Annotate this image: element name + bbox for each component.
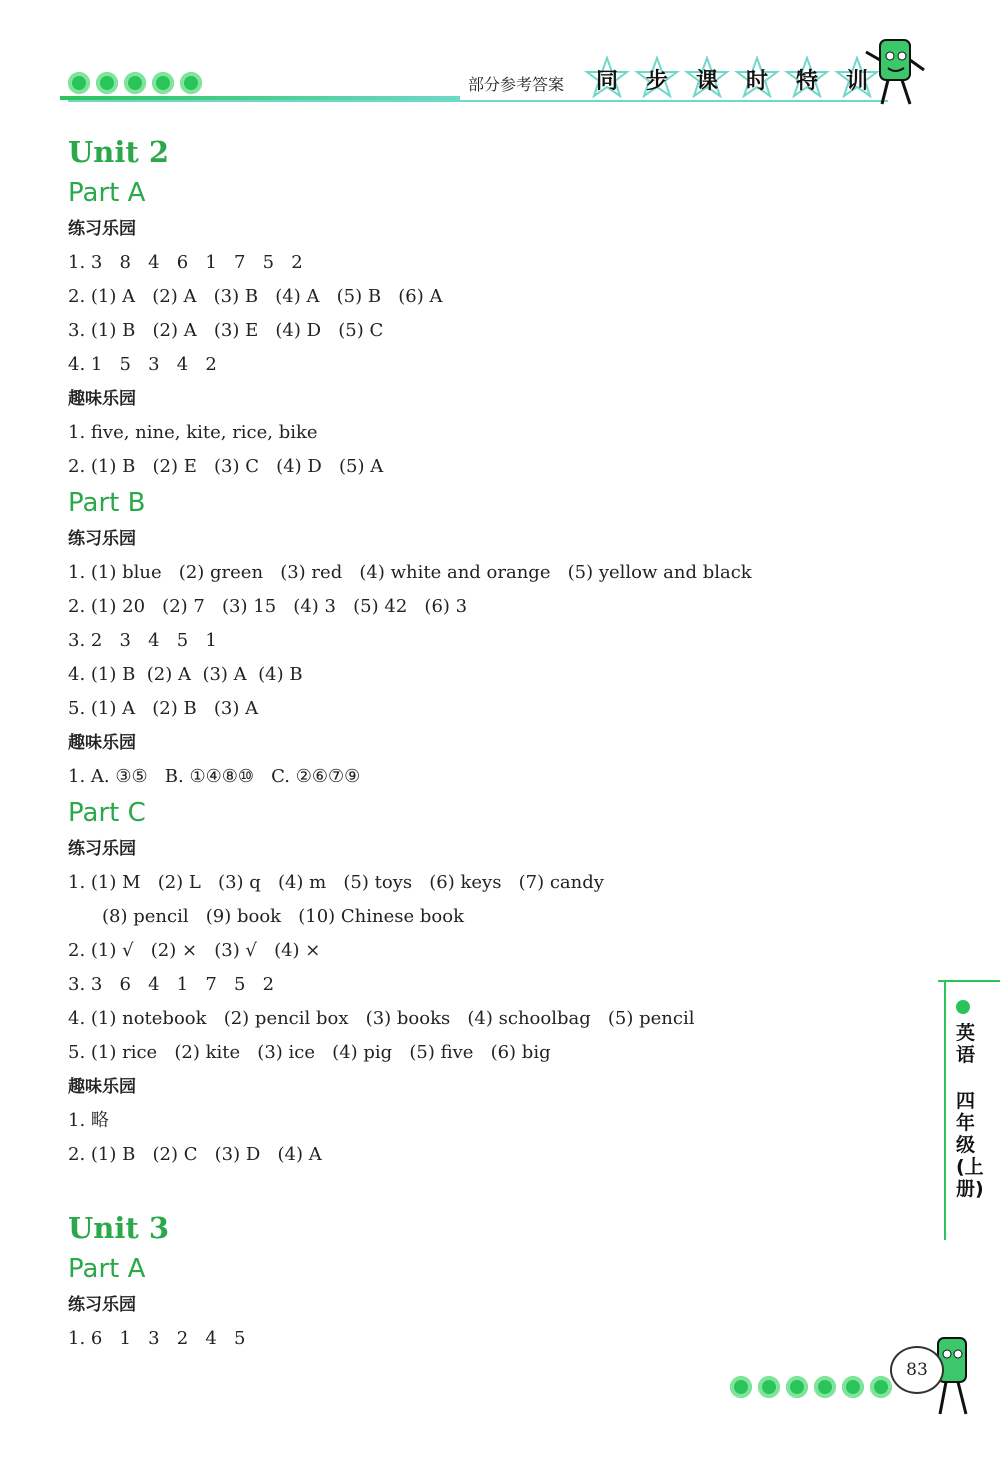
answer-line: 3. (1) B (2) A (3) E (4) D (5) C [68, 320, 384, 341]
answer-line: 1. 略 [68, 1110, 109, 1131]
side-bar [944, 980, 946, 1240]
answer-line: 2. (1) A (2) A (3) B (4) A (5) B (6) A [68, 286, 443, 307]
green-dot-icon [152, 72, 174, 94]
unit-heading: Unit 2 [68, 135, 170, 169]
answer-line: 2. (1) B (2) E (3) C (4) D (5) A [68, 456, 384, 477]
green-dot-icon [842, 1376, 864, 1398]
answer-line: (8) pencil (9) book (10) Chinese book [102, 906, 464, 927]
part-heading: Part A [68, 1254, 146, 1284]
title-star-badge [784, 56, 830, 102]
answer-content [68, 130, 868, 1356]
answer-line: 4. 1 5 3 4 2 [68, 354, 217, 375]
green-dot-icon [68, 72, 90, 94]
answer-line: 3. 2 3 4 5 1 [68, 630, 217, 651]
section-heading: 练习乐园 [68, 219, 136, 239]
green-dot-icon [124, 72, 146, 94]
side-rule [938, 980, 1000, 982]
title-char: 特 [795, 68, 818, 94]
answer-line: 5. (1) rice (2) kite (3) ice (4) pig (5) five (6) big [68, 1042, 551, 1063]
title-star-badge [684, 56, 730, 102]
section-heading: 趣味乐园 [68, 1077, 136, 1097]
part-heading: Part B [68, 488, 146, 518]
spacer [68, 1172, 868, 1206]
subject-label: 英语 [956, 1022, 976, 1066]
title-star-badge [584, 56, 630, 102]
answer-line: 5. (1) A (2) B (3) A [68, 698, 259, 719]
answer-line: 1. A. ③⑤ B. ①④⑧⑩ C. ②⑥⑦⑨ [68, 766, 361, 787]
answer-line: 3. 3 6 4 1 7 5 2 [68, 974, 275, 995]
answer-line: 1. 6 1 3 2 4 5 [68, 1328, 246, 1349]
answer-line: 1. (1) M (2) L (3) q (4) m (5) toys (6) keys (7) candy [68, 872, 604, 893]
header-dots [68, 72, 202, 94]
section-heading: 趣味乐园 [68, 389, 136, 409]
title-char: 步 [645, 68, 668, 94]
answer-line: 1. 3 8 4 6 1 7 5 2 [68, 252, 303, 273]
answer-line: 1. (1) blue (2) green (3) red (4) white and orange (5) yellow and black [68, 562, 752, 583]
title-char: 课 [695, 68, 718, 94]
footer-dots [730, 1376, 892, 1398]
title-char: 训 [845, 68, 868, 94]
page-header [0, 0, 1000, 130]
answer-line: 1. five, nine, kite, rice, bike [68, 422, 318, 443]
answer-line: 4. (1) B (2) A (3) A (4) B [68, 664, 303, 685]
grade-label: 四年级(上册) [956, 1090, 984, 1200]
answer-line: 2. (1) √ (2) × (3) √ (4) × [68, 940, 321, 961]
green-dot-icon [956, 1000, 970, 1014]
title-star-badge [734, 56, 780, 102]
header-subtitle: 部分参考答案 [468, 75, 565, 94]
green-dot-icon [180, 72, 202, 94]
green-dot-icon [786, 1376, 808, 1398]
answer-line: 4. (1) notebook (2) pencil box (3) books (4) schoolbag (5) pencil [68, 1008, 695, 1029]
section-heading: 练习乐园 [68, 1295, 136, 1315]
green-dot-icon [814, 1376, 836, 1398]
part-heading: Part A [68, 178, 146, 208]
pencil-mascot-icon [860, 30, 930, 110]
answer-line: 2. (1) 20 (2) 7 (3) 15 (4) 3 (5) 42 (6) 3 [68, 596, 468, 617]
answer-line: 2. (1) B (2) C (3) D (4) A [68, 1144, 322, 1165]
green-dot-icon [870, 1376, 892, 1398]
unit-heading: Unit 3 [68, 1211, 170, 1245]
section-heading: 练习乐园 [68, 529, 136, 549]
green-dot-icon [96, 72, 118, 94]
series-title [584, 56, 880, 102]
title-star-badge [634, 56, 680, 102]
part-heading: Part C [68, 798, 146, 828]
section-heading: 练习乐园 [68, 839, 136, 859]
green-dot-icon [730, 1376, 752, 1398]
section-heading: 趣味乐园 [68, 733, 136, 753]
page-number: 83 [890, 1346, 944, 1394]
title-char: 同 [595, 68, 618, 94]
green-dot-icon [758, 1376, 780, 1398]
title-char: 时 [745, 68, 768, 94]
side-label [938, 980, 1000, 1240]
